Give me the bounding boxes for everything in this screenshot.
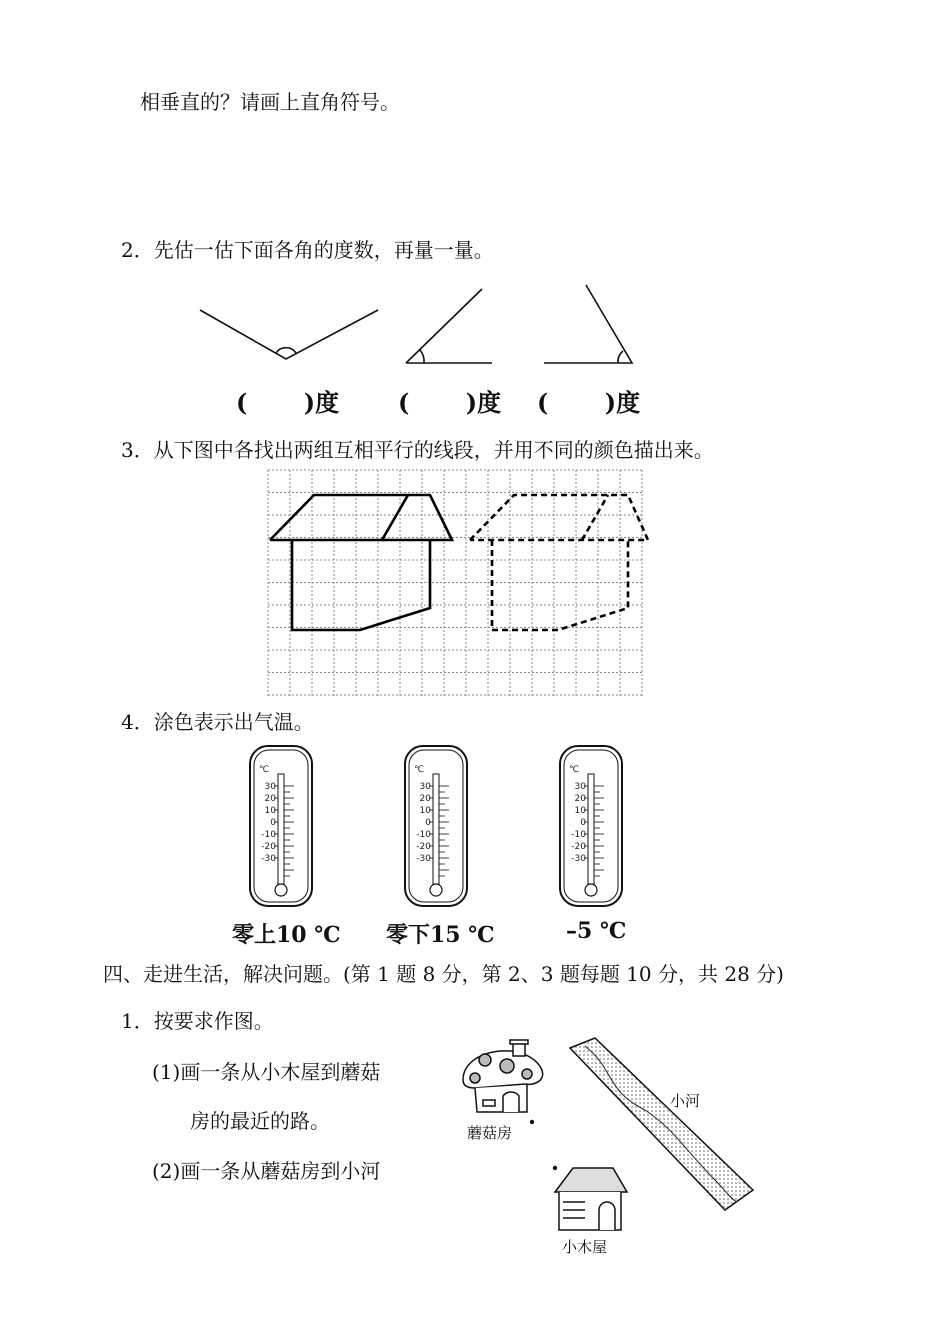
thermometer-1	[250, 746, 312, 906]
angle-answer-3[interactable]: ( )度	[537, 388, 641, 417]
svg-text:-20: -20	[261, 842, 276, 852]
thermometer-3	[560, 746, 622, 906]
svg-text:-20: -20	[571, 842, 586, 852]
acute-angle	[406, 289, 492, 363]
svg-text:-10: -10	[261, 830, 276, 840]
question-3: 3．从下图中各找出两组互相平行的线段，并用不同的颜色描出来。	[121, 438, 714, 462]
svg-text:℃: ℃	[259, 765, 270, 775]
svg-text:-20: -20	[416, 842, 431, 852]
angle-answer-2[interactable]: ( )度	[398, 388, 502, 417]
svg-text:20: 20	[264, 794, 276, 804]
angle-answer-1[interactable]: ( )度	[236, 388, 340, 417]
right-side-angle	[544, 285, 632, 363]
map-illustration	[455, 1030, 775, 1260]
svg-text:30: 30	[419, 782, 431, 792]
svg-text:-10: -10	[416, 830, 431, 840]
svg-text:10: 10	[574, 806, 586, 816]
problem-1: 1．按要求作图。	[121, 1009, 274, 1033]
svg-text:10: 10	[264, 806, 276, 816]
svg-text:℃: ℃	[569, 765, 580, 775]
svg-text:℃: ℃	[414, 765, 425, 775]
svg-text:10: 10	[419, 806, 431, 816]
question-4: 4．涂色表示出气温。	[121, 710, 314, 734]
svg-text:-30: -30	[416, 854, 431, 864]
continued-question-line: 相垂直的？请画上直角符号。	[140, 90, 400, 114]
svg-text:20: 20	[574, 794, 586, 804]
svg-text:0: 0	[580, 818, 586, 828]
obtuse-angle	[200, 310, 378, 359]
section-4-heading: 四、走进生活，解决问题。(第 1 题 8 分，第 2、3 题每题 10 分，共 28 分)	[103, 962, 784, 986]
svg-text:0: 0	[270, 818, 276, 828]
river-label: 小河	[670, 1092, 701, 1110]
svg-text:-30: -30	[261, 854, 276, 864]
cabin-label: 小木屋	[562, 1238, 608, 1256]
temp-label-2: 零下15 ℃	[386, 922, 495, 948]
problem-1-part-1: (1)画一条从小木屋到蘑菇	[152, 1060, 381, 1084]
mushroom-house-icon	[463, 1040, 543, 1112]
question-2: 2．先估一估下面各角的度数，再量一量。	[121, 238, 494, 262]
svg-text:30: 30	[264, 782, 276, 792]
svg-text:20: 20	[419, 794, 431, 804]
temp-label-3: –5 ℃	[566, 918, 627, 944]
svg-text:0: 0	[425, 818, 431, 828]
mushroom-house-label: 蘑菇房	[467, 1124, 513, 1142]
problem-1-part-1-cont: 房的最近的路。	[190, 1109, 330, 1133]
house-grid-figure	[268, 470, 648, 700]
svg-text:-30: -30	[571, 854, 586, 864]
temp-label-1: 零上10 ℃	[232, 922, 341, 948]
svg-text:30: 30	[574, 782, 586, 792]
thermometer-2	[405, 746, 467, 906]
thermometers	[0, 744, 950, 914]
problem-1-part-2: (2)画一条从蘑菇房到小河	[152, 1159, 381, 1183]
svg-text:-10: -10	[571, 830, 586, 840]
cabin-icon	[555, 1168, 627, 1230]
angle-figures	[0, 275, 950, 385]
